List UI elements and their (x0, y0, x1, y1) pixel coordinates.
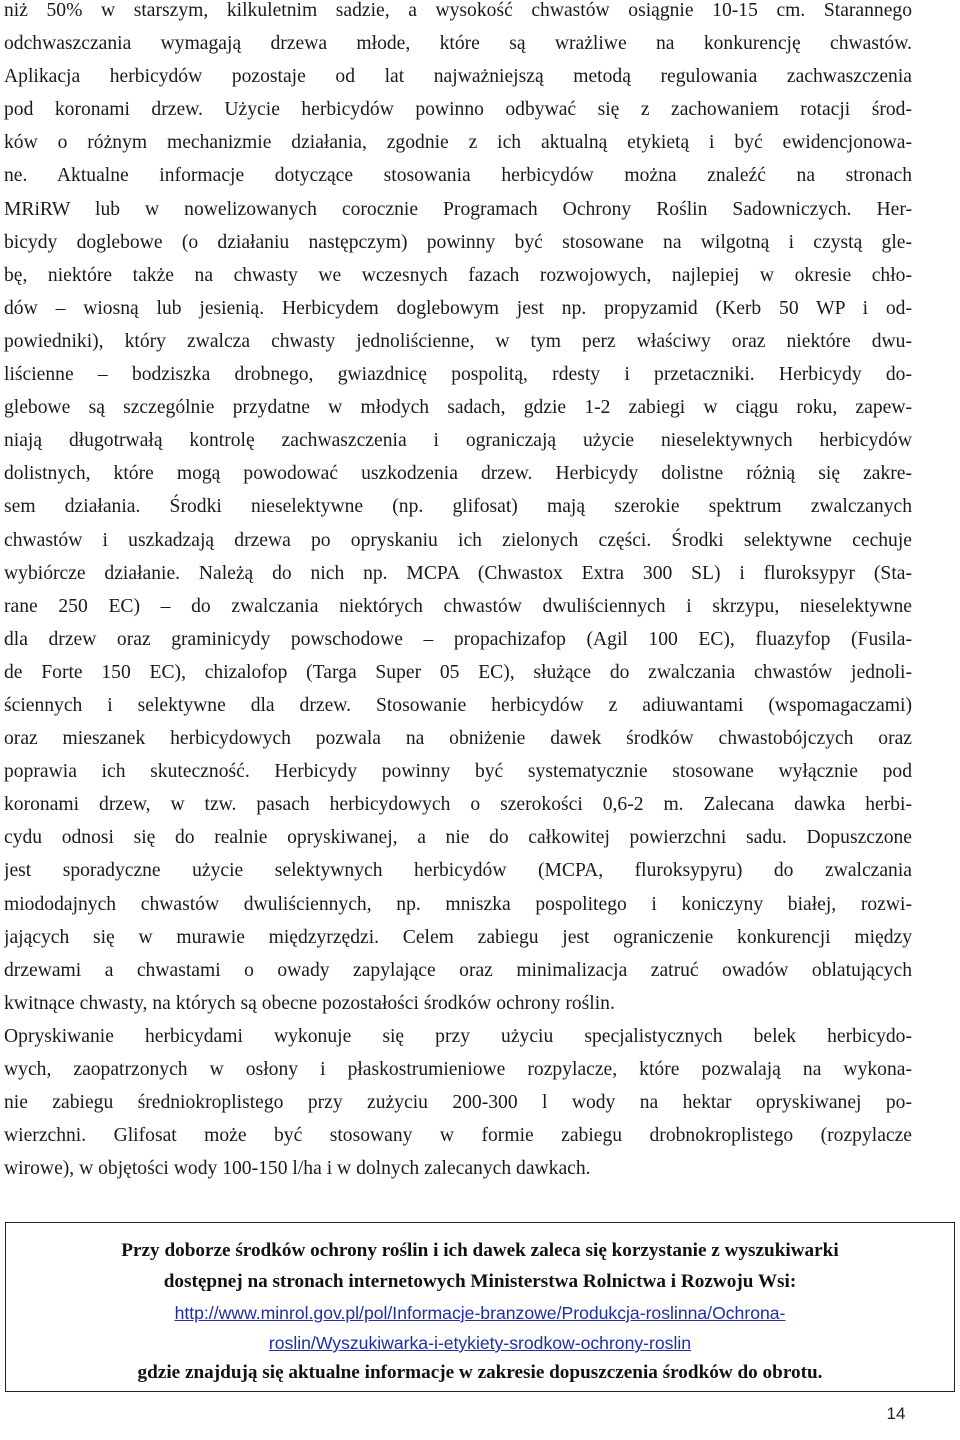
text-line: poprawia ich skuteczność. Herbicydy powinny być systematycznie stosowane wyłącznie pod (4, 761, 912, 783)
text-line: wirowe), w objętości wody 100-150 l/ha i w dolnych zalecanych dawkach. (4, 1158, 591, 1180)
text-line: wybiórcze działanie. Należą do nich np. MCPA (Chwastox Extra 300 SL) i fluroksypyr (Sta- (4, 562, 912, 584)
text-line: ków o różnym mechanizmie działania, zgodnie z ich aktualną etykietą i być ewidencjonowa- (4, 132, 912, 154)
notice-line-3: gdzie znajdują się aktualne informacje w zakresie dopuszczenia środków do obrotu. (137, 1362, 823, 1383)
text-line: koronami drzew, w tzw. pasach herbicydowych o szerokości 0,6-2 m. Zalecana dawka herbi- (4, 794, 912, 816)
notice-line-1: Przy doborze środków ochrony roślin i ich dawek zaleca się korzystanie z wyszukiwarki (121, 1240, 839, 1261)
ministry-link-part-2[interactable]: roslin/Wyszukiwarka-i-etykiety-srodkow-ochrony-roslin (268, 1333, 692, 1353)
text-line: jających się w murawie międzyrzędzi. Celem zabiegu jest ograniczenie konkurencji między (4, 926, 912, 948)
notice-line-2: dostępnej na stronach internetowych Ministerstwa Rolnictwa i Rozwoju Wsi: (163, 1271, 797, 1292)
text-line: ne. Aktualne informacje dotyczące stosowania herbicydów można znaleźć na stronach (4, 165, 912, 187)
text-line: Aplikacja herbicydów pozostaje od lat najważniejszą metodą regulowania zachwaszczenia (4, 66, 912, 88)
text-line: wierzchni. Glifosat może być stosowany w formie zabiegu drobnokroplistego (rozpylacze (4, 1125, 912, 1147)
text-line: glebowe są szczególnie przydatne w młodych sadach, gdzie 1-2 zabiegi w ciągu roku, zapew- (4, 397, 912, 419)
text-line: oraz mieszanek herbicydowych pozwala na obniżenie dawek środków chwastobójczych oraz (4, 728, 912, 750)
text-line: wych, zaopatrzonych w osłony i płaskostrumieniowe rozpylacze, które pozwalają na wykona- (4, 1059, 912, 1081)
text-line: MRiRW lub w nowelizowanych corocznie Programach Ochrony Roślin Sadowniczych. Her- (4, 198, 912, 220)
text-line: dów – wiosną lub jesienią. Herbicydem doglebowym jest np. propyzamid (Kerb 50 WP i od- (4, 297, 912, 319)
text-line: jest sporadyczne użycie selektywnych herbicydów (MCPA, fluroksypyru) do zwalczania (4, 860, 912, 882)
text-line: kwitnące chwasty, na których są obecne pozostałości środków ochrony roślin. (4, 992, 615, 1014)
text-line: powiedniki), który zwalcza chwasty jednoliścienne, w tym perz właściwy oraz niektóre dwu- (4, 330, 912, 352)
recommendation-box (5, 1222, 955, 1392)
text-line: de Forte 150 EC), chizalofop (Targa Super 05 EC), służące do zwalczania chwastów jednoli- (4, 661, 912, 683)
text-line: niają długotrwałą kontrolę zachwaszczenia i ograniczają użycie nieselektywnych herbicydów (4, 430, 912, 452)
text-line: pod koronami drzew. Użycie herbicydów powinno odbywać się z zachowaniem rotacji środ- (4, 99, 912, 121)
text-line: dla drzew oraz graminicydy powschodowe – propachizafop (Agil 100 EC), fluazyfop (Fusila- (4, 628, 912, 650)
text-line: cydu odnosi się do realnie opryskiwanej, a nie do całkowitej powierzchni sadu. Dopuszczone (4, 827, 912, 849)
ministry-link-part-1[interactable]: http://www.minrol.gov.pl/pol/Informacje-branzowe/Produkcja-roslinna/Ochrona- (174, 1303, 786, 1323)
page-number: 14 (886, 1404, 906, 1423)
text-line: ściennych i selektywne dla drzew. Stosowanie herbicydów z adiuwantami (wspomagaczami) (4, 694, 912, 716)
body-paragraph-herbicides (4, 0, 912, 1020)
text-line: rane 250 EC) – do zwalczania niektórych chwastów dwuliściennych i skrzypu, nieselektywne (4, 595, 912, 617)
text-line: miododajnych chwastów dwuliściennych, np. mniszka pospolitego i koniczyny białej, rozwi- (4, 893, 912, 915)
text-line: drzewami a chwastami o owady zapylające oraz minimalizacja zatruć owadów oblatujących (4, 959, 912, 981)
text-line: Opryskiwanie herbicydami wykonuje się przy użyciu specjalistycznych belek herbicydo- (4, 1026, 912, 1047)
body-paragraph-spraying (4, 1020, 912, 1185)
text-line: odchwaszczania wymagają drzewa młode, które są wrażliwe na konkurencję chwastów. (4, 33, 912, 55)
text-line: nie zabiegu średniokroplistego przy zużyciu 200-300 l wody na hektar opryskiwanej po- (4, 1092, 912, 1114)
text-line: niż 50% w starszym, kilkuletnim sadzie, a wysokość chwastów osiągnie 10-15 cm. Starannego (4, 0, 912, 21)
text-line: bicydy doglebowe (o działaniu następczym) powinny być stosowane na wilgotną i czystą gle- (4, 231, 912, 253)
text-line: liścienne – bodziszka drobnego, gwiazdnicę pospolitą, rdesty i przetaczniki. Herbicydy do- (4, 364, 912, 386)
text-line: dolistnych, które mogą powodować uszkodzenia drzew. Herbicydy dolistne różnią się zakre- (4, 463, 912, 485)
text-line: sem działania. Środki nieselektywne (np. glifosat) mają szerokie spektrum zwalczanych (4, 496, 912, 518)
text-line: chwastów i uszkadzają drzewa po opryskaniu ich zielonych części. Środki selektywne cechuje (4, 529, 912, 551)
text-line: bę, niektóre także na chwasty we wczesnych fazach rozwojowych, najlepiej w okresie chło- (4, 264, 912, 286)
